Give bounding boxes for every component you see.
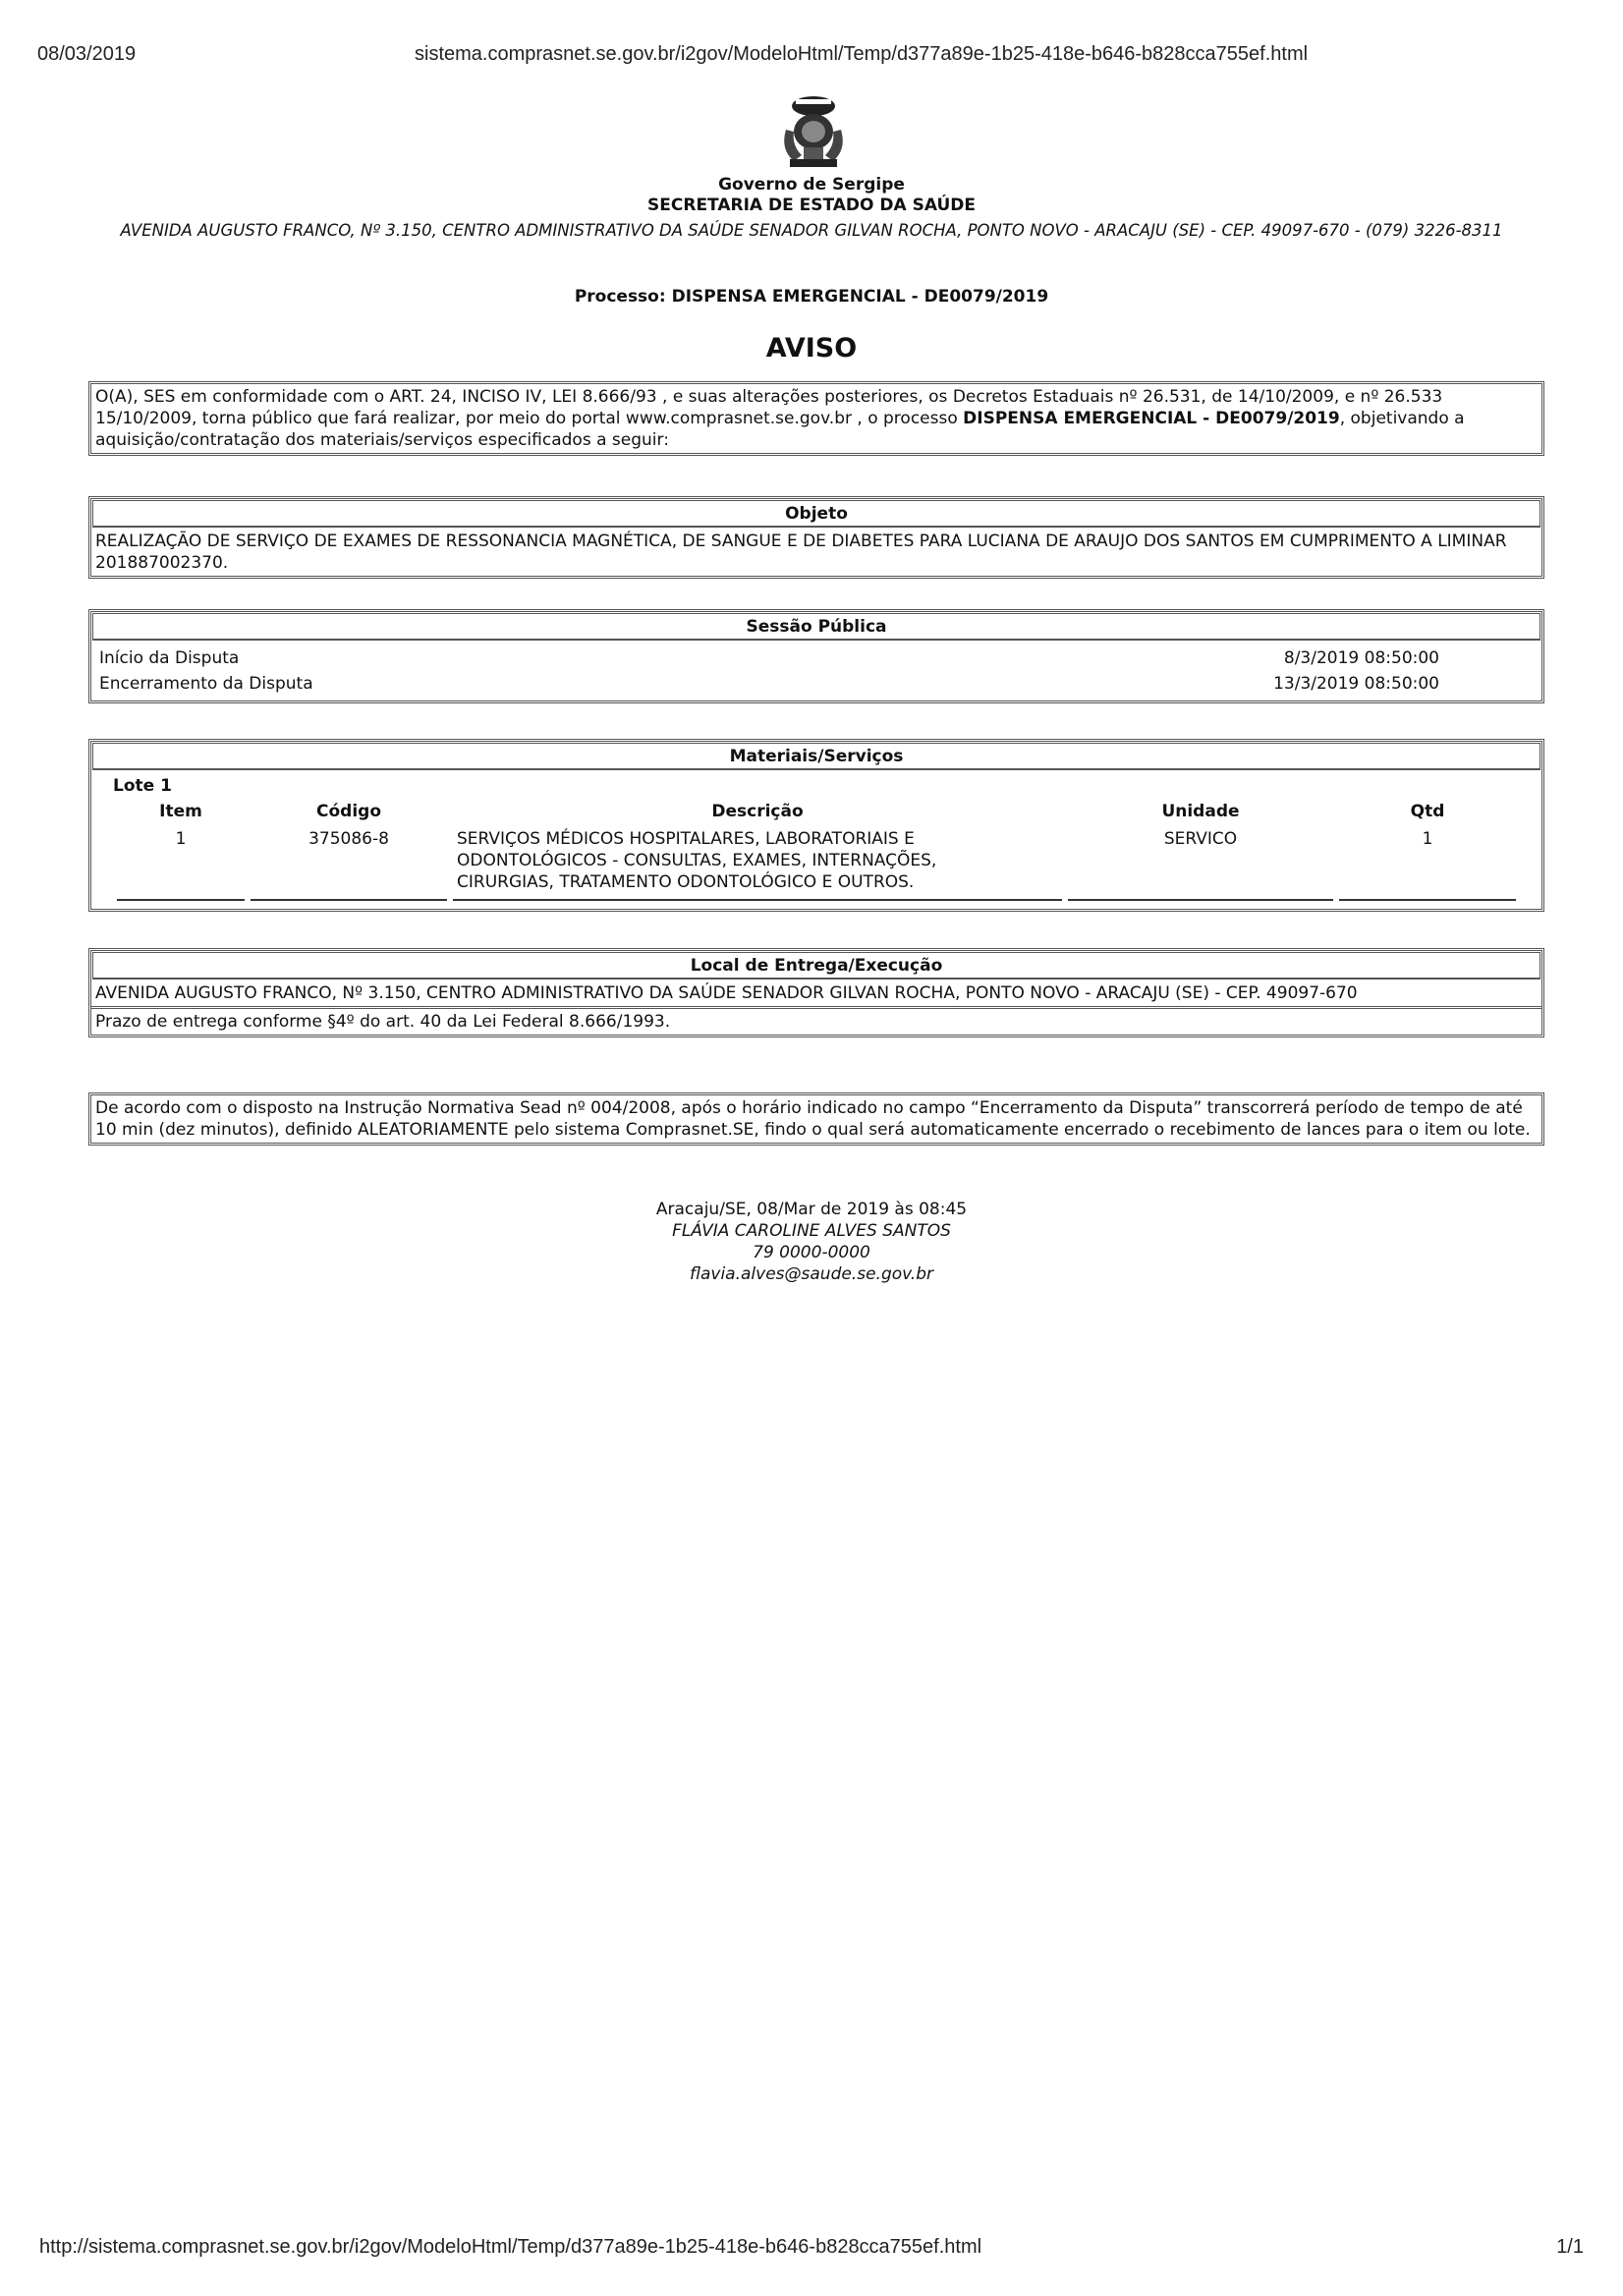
col-unidade: Unidade xyxy=(1161,802,1240,821)
sessao-value: 13/3/2019 08:50:00 xyxy=(1273,674,1439,694)
signature-phone: 79 0000-0000 xyxy=(753,1243,870,1262)
nota-text: De acordo com o disposto na Instrução Normativa Sead nº 004/2008, após o horário indicado no campo “Encerramento da Disputa” transcorrerá período de tempo de até 10 min (dez minutos), definido ALEATORIAMENTE pelo sistema Comprasnet.SE, findo o qual será automaticamente encerrado o recebimento de lances para o item ou lote. xyxy=(95,1098,1531,1140)
cell-descricao-text: SERVIÇOS MÉDICOS HOSPITALARES, LABORATORIAIS E ODONTOLÓGICOS - CONSULTAS, EXAMES, INTERNAÇÕES, CIRURGIAS, TRATAMENTO ODONTOLÓGICO E OUTROS. xyxy=(457,829,937,892)
header-address: AVENIDA AUGUSTO FRANCO, Nº 3.150, CENTRO ADMINISTRATIVO DA SAÚDE SENADOR GILVAN ROCHA, PONTO NOVO - ARACAJU (SE) - CEP. 49097-670 - (079) 3226-8311 xyxy=(120,221,1503,240)
materiais-title: Materiais/Serviços xyxy=(93,744,1539,769)
intro-text-part-2: , objetivando a aquisição/contratação dos materiais/serviços especificados a seguir: xyxy=(95,409,1465,450)
local-box xyxy=(88,948,1544,1037)
table-row xyxy=(117,828,1516,901)
sessao-title: Sessão Pública xyxy=(93,614,1539,640)
lote-section xyxy=(91,771,1541,909)
process-line xyxy=(59,287,1564,308)
cell-descricao xyxy=(453,828,1062,901)
sessao-row-inicio xyxy=(91,645,1541,671)
intro-text xyxy=(91,384,1541,453)
sessao-label: Início da Disputa xyxy=(99,648,240,668)
local-address: AVENIDA AUGUSTO FRANCO, Nº 3.150, CENTRO ADMINISTRATIVO DA SAÚDE SENADOR GILVAN ROCHA, PONTO NOVO - ARACAJU (SE) - CEP. 49097-670 xyxy=(95,983,1358,1003)
print-url: sistema.comprasnet.se.gov.br/i2gov/ModeloHtml/Temp/d377a89e-1b25-418e-b646-b828cca755ef.html xyxy=(415,43,1309,65)
page-number: 1/1 xyxy=(1556,2236,1584,2258)
col-qtd: Qtd xyxy=(1410,802,1445,821)
sessao-label: Encerramento da Disputa xyxy=(99,674,313,694)
local-prazo: Prazo de entrega conforme §4º do art. 40 da Lei Federal 8.666/1993. xyxy=(95,1012,671,1032)
cell-codigo: 375086-8 xyxy=(251,828,447,901)
objeto-box xyxy=(88,496,1544,579)
items-table xyxy=(111,797,1522,901)
signature-block xyxy=(0,1199,1623,1285)
objeto-text: REALIZAÇÃO DE SERVIÇO DE EXAMES DE RESSONANCIA MAGNÉTICA, DE SANGUE E DE DIABETES PARA LUCIANA DE ARAUJO DOS SANTOS EM CUMPRIMENTO A LIMINAR 201887002370. xyxy=(95,532,1507,573)
print-date: 08/03/2019 xyxy=(37,43,137,65)
col-item: Item xyxy=(159,802,202,821)
col-descricao: Descrição xyxy=(711,802,804,821)
cell-qtd: 1 xyxy=(1339,828,1516,901)
print-footer-url: http://sistema.comprasnet.se.gov.br/i2gov/ModeloHtml/Temp/d377a89e-1b25-418e-b646-b828cca755ef.html xyxy=(39,2236,982,2258)
page-title: AVISO xyxy=(765,333,858,364)
col-codigo: Código xyxy=(316,802,381,821)
process-label: Processo: xyxy=(574,287,666,307)
lote-label: Lote 1 xyxy=(113,776,172,796)
sessao-box xyxy=(88,609,1544,703)
signature-email: flavia.alves@saude.se.gov.br xyxy=(690,1264,933,1284)
local-title: Local de Entrega/Execução xyxy=(93,953,1539,979)
materiais-box xyxy=(88,739,1544,912)
print-footer xyxy=(0,2236,1623,2266)
items-header-row xyxy=(117,797,1516,828)
cell-item: 1 xyxy=(117,828,245,901)
print-header xyxy=(0,43,1623,73)
intro-process-bold: DISPENSA EMERGENCIAL - DE0079/2019 xyxy=(963,409,1340,428)
signature-place-date: Aracaju/SE, 08/Mar de 2019 às 08:45 xyxy=(655,1200,968,1219)
sessao-value: 8/3/2019 08:50:00 xyxy=(1283,648,1439,668)
sergipe-coat-of-arms-icon xyxy=(776,90,851,173)
secretariat-name: SECRETARIA DE ESTADO DA SAÚDE xyxy=(647,196,976,215)
signature-name: FLÁVIA CAROLINE ALVES SANTOS xyxy=(672,1221,951,1241)
objeto-title: Objeto xyxy=(93,501,1539,527)
nota-box xyxy=(88,1092,1544,1146)
government-name: Governo de Sergipe xyxy=(718,175,905,195)
intro-box xyxy=(88,381,1544,456)
process-value: DISPENSA EMERGENCIAL - DE0079/2019 xyxy=(671,287,1049,307)
sessao-row-encerramento xyxy=(91,671,1541,697)
intro-text-part-1: O(A), SES em conformidade com o ART. 24, INCISO IV, LEI 8.666/93 , e suas alterações posteriores, os Decretos Estaduais nº 26.531, de 14/10/2009, e nº 26.533 15/10/2009, torna público que fará realizar, por meio do portal www.comprasnet.se.gov.br , o processo xyxy=(95,387,1443,428)
cell-unidade: SERVICO xyxy=(1068,828,1333,901)
